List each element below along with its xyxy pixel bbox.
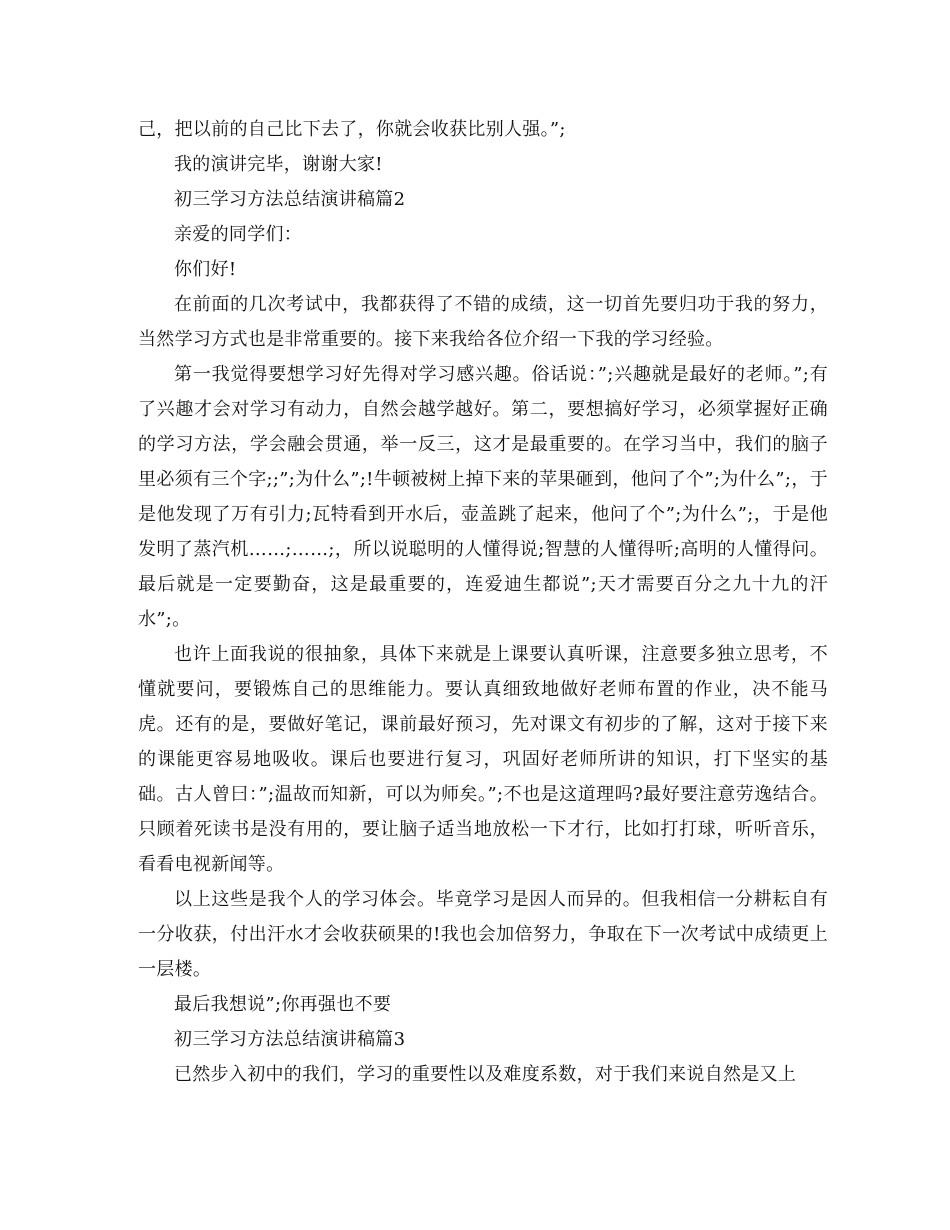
document-body — [138, 112, 828, 1092]
section-title-3: 初三学习方法总结演讲稿篇3 — [174, 1029, 406, 1050]
paragraph-final-words: 最后我想说”;你再强也不要 — [174, 994, 392, 1015]
paragraph-closing: 我的演讲完毕，谢谢大家! — [174, 154, 383, 175]
salutation: 亲爱的同学们： — [174, 224, 303, 245]
paragraph-continuation: 己，把以前的自己比下去了，你就会收获比别人强。”; — [138, 119, 566, 140]
paragraph-summary: 以上这些是我个人的学习体会。毕竟学习是因人而异的。但我相信一分耕耘自有一分收获，付出汗水才会收获硕果的!我也会加倍努力，争取在下一次考试中成绩更上一层楼。 — [138, 889, 828, 980]
paragraph-method: 也许上面我说的很抽象，具体下来就是上课要认真听课，注意要多独立思考，不懂就要问，要锻炼自己的思维能力。要认真细致地做好老师布置的作业，决不能马虎。还有的是，要做好笔记，课前最好预习，先对课文有初步的了解，这对于接下来的课能更容易地吸收。课后也要进行复习，巩固好老师所讲的知识，打下坚实的基础。古人曾曰：”;温故而知新，可以为师矣。”;不也是这道理吗?最好要注意劳逸结合。只顾着死读书是没有用的，要让脑子适当地放松一下才行，比如打打球，听听音乐，看看电视新闻等。 — [138, 644, 828, 875]
greeting: 你们好! — [174, 259, 237, 280]
paragraph-interest: 第一我觉得要想学习好先得对学习感兴趣。俗话说：”;兴趣就是最好的老师。”;有了兴趣才会对学习有动力，自然会越学越好。第二，要想搞好学习，必须掌握好正确的学习方法，学会融会贯通，举一反三，这才是最重要的。在学习当中，我们的脑子里必须有三个字;;”;为什么”;!牛顿被树上掉下来的苹果砸到，他问了个”;为什么”;，于是他发现了万有引力;瓦特看到开水后，壶盖跳了起来，他问了个”;为什么”;，于是他发明了蒸汽机……;……;，所以说聪明的人懂得说;智慧的人懂得听;高明的人懂得问。最后就是一定要勤奋，这是最重要的，连爱迪生都说”;天才需要百分之九十九的汗水”;。 — [138, 364, 828, 630]
paragraph-section-3-start: 已然步入初中的我们，学习的重要性以及难度系数，对于我们来说自然是又上 — [174, 1064, 797, 1085]
paragraph-intro: 在前面的几次考试中，我都获得了不错的成绩，这一切首先要归功于我的努力，当然学习方式也是非常重要的。接下来我给各位介绍一下我的学习经验。 — [138, 294, 828, 350]
section-title-2: 初三学习方法总结演讲稿篇2 — [174, 189, 406, 210]
